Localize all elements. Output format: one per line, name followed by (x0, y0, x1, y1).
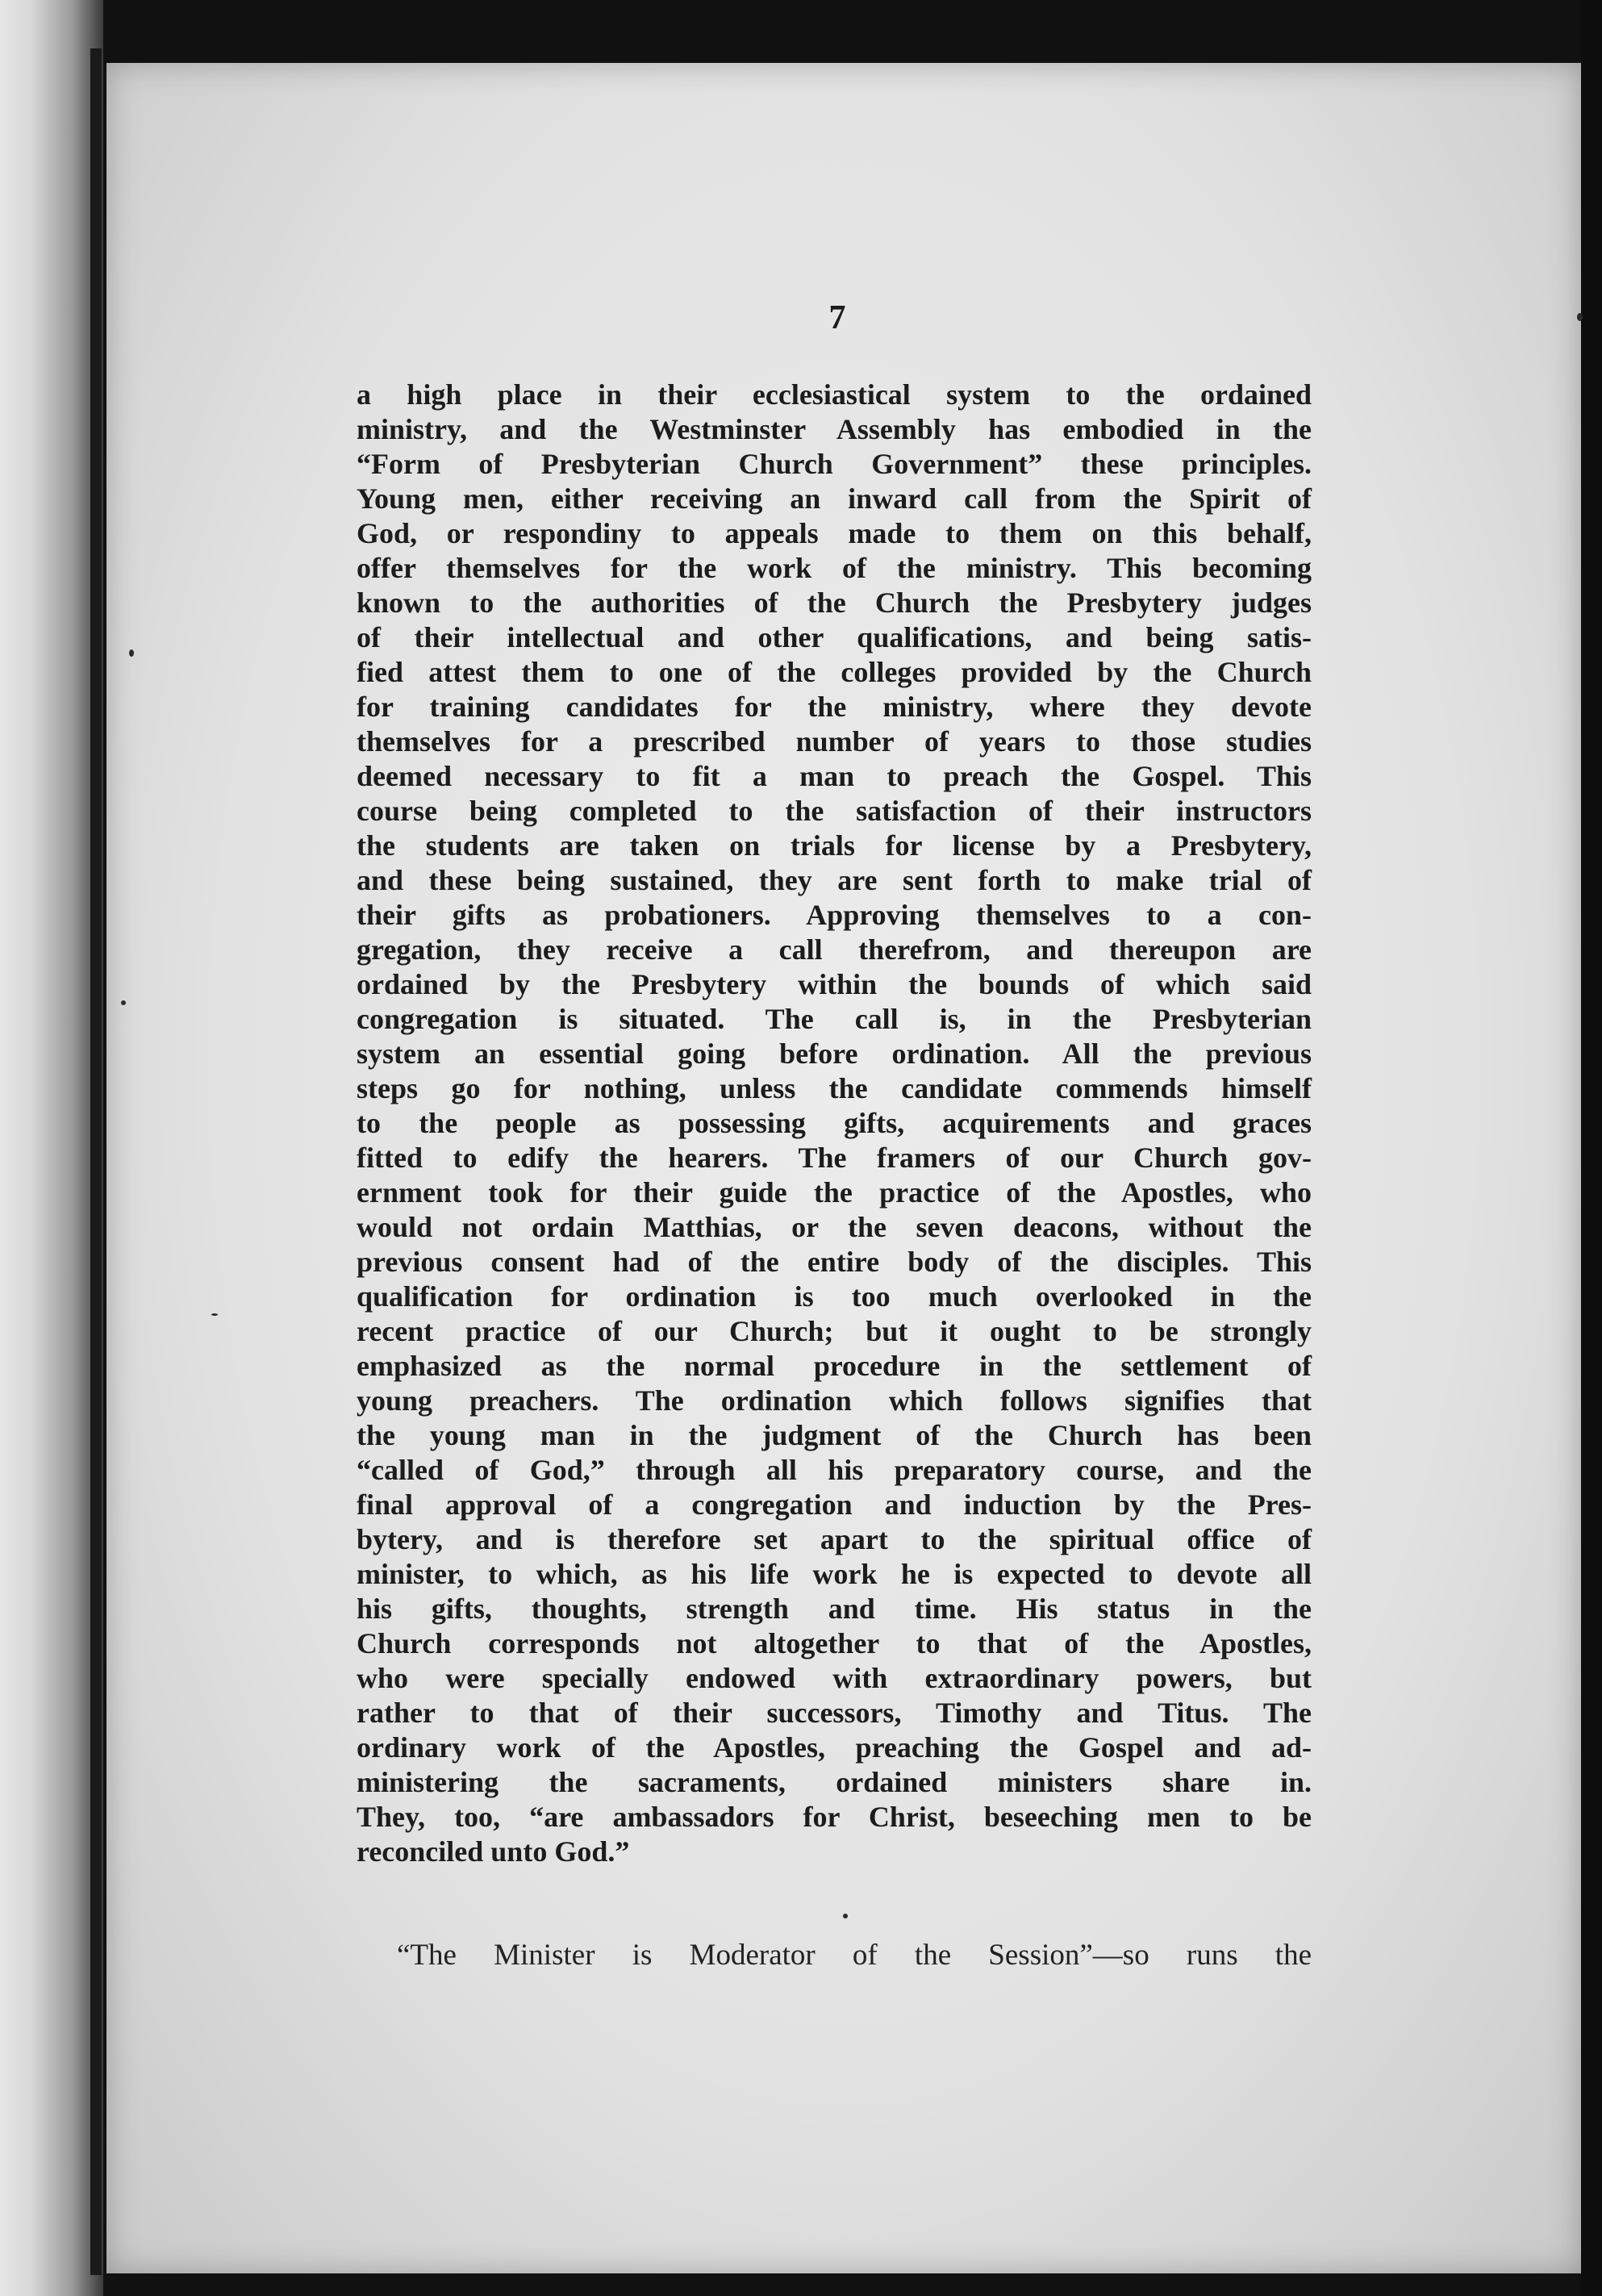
scan-speck (211, 1313, 218, 1316)
text-line: steps go for nothing, unless the candidate commends himself (357, 1072, 1312, 1104)
text-line: fied attest them to one of the colleges provided by the Church (357, 656, 1312, 688)
text-line: of their intellectual and other qualifications, and being satis- (357, 621, 1312, 653)
scan-right-margin (1581, 0, 1602, 2296)
scan-left-edge (90, 48, 102, 2275)
text-line: minister, to which, as his life work he is expected to devote all (357, 1558, 1312, 1590)
scan-left-margin (0, 0, 103, 2296)
text-line: ordinary work of the Apostles, preaching the Gospel and ad- (357, 1731, 1312, 1764)
text-line: offer themselves for the work of the ministry. This becoming (357, 552, 1312, 584)
text-line: themselves for a prescribed number of years to those studies (357, 725, 1312, 758)
text-line: to the people as possessing gifts, acquirements and graces (357, 1107, 1312, 1139)
text-line: fitted to edify the hearers. The framers of our Church gov- (357, 1142, 1312, 1174)
text-line: God, or respondiny to appeals made to them on this behalf, (357, 517, 1312, 549)
text-line: for training candidates for the ministry, where they devote (357, 691, 1312, 723)
body-paragraph (357, 378, 1312, 1869)
scan-speck (1577, 313, 1583, 321)
text-line: “called of God,” through all his preparatory course, and the (357, 1454, 1312, 1486)
scan-speck (129, 649, 134, 657)
text-line: a high place in their ecclesiastical system to the ordained (357, 378, 1312, 411)
text-line: their gifts as probationers. Approving themselves to a con- (357, 899, 1312, 931)
scan-speck (843, 1914, 848, 1918)
text-line: gregation, they receive a call therefrom, and thereupon are (357, 933, 1312, 966)
text-line: qualification for ordination is too much overlooked in the (357, 1280, 1312, 1313)
text-line: They, too, “are ambassadors for Christ, beseeching men to be (357, 1801, 1312, 1833)
text-line: congregation is situated. The call is, in the Presbyterian (357, 1003, 1312, 1035)
text-line: known to the authorities of the Church the Presbytery judges (357, 587, 1312, 619)
page-number: 7 (828, 299, 846, 336)
text-line: and these being sustained, they are sent forth to make trial of (357, 864, 1312, 896)
text-line: system an essential going before ordination. All the previous (357, 1037, 1312, 1070)
text-line: ministry, and the Westminster Assembly has embodied in the (357, 413, 1312, 445)
text-line: “Form of Presbyterian Church Government” these principles. (357, 448, 1312, 480)
text-line: emphasized as the normal procedure in the settlement of (357, 1350, 1312, 1382)
text-line: recent practice of our Church; but it ought to be strongly (357, 1315, 1312, 1347)
text-line: rather to that of their successors, Timothy and Titus. The (357, 1697, 1312, 1729)
text-line: ministering the sacraments, ordained ministers share in. (357, 1766, 1312, 1798)
text-line: ernment took for their guide the practice of the Apostles, who (357, 1176, 1312, 1209)
text-line: ordained by the Presbytery within the bounds of which said (357, 968, 1312, 1000)
text-line: previous consent had of the entire body of the disciples. This (357, 1246, 1312, 1278)
scan-speck (121, 1000, 126, 1005)
text-line: the students are taken on trials for license by a Presbytery, (357, 829, 1312, 862)
text-line: reconciled unto God.” (357, 1835, 630, 1868)
text-line: bytery, and is therefore set apart to the spiritual office of (357, 1523, 1312, 1555)
text-line: final approval of a congregation and induction by the Pres- (357, 1488, 1312, 1521)
text-line: the young man in the judgment of the Church has been (357, 1419, 1312, 1451)
text-line: Young men, either receiving an inward call from the Spirit of (357, 482, 1312, 515)
text-line: course being completed to the satisfaction of their instructors (357, 795, 1312, 827)
text-line: young preachers. The ordination which follows signifies that (357, 1384, 1312, 1417)
text-line: would not ordain Matthias, or the seven deacons, without the (357, 1211, 1312, 1243)
text-line: deemed necessary to fit a man to preach the Gospel. This (357, 760, 1312, 792)
text-line: Church corresponds not altogether to that of the Apostles, (357, 1627, 1312, 1659)
text-line: who were specially endowed with extraordinary powers, but (357, 1662, 1312, 1694)
next-paragraph-start: “The Minister is Moderator of the Session”—so runs the (397, 1939, 1312, 1972)
text-line: his gifts, thoughts, strength and time. His status in the (357, 1593, 1312, 1625)
